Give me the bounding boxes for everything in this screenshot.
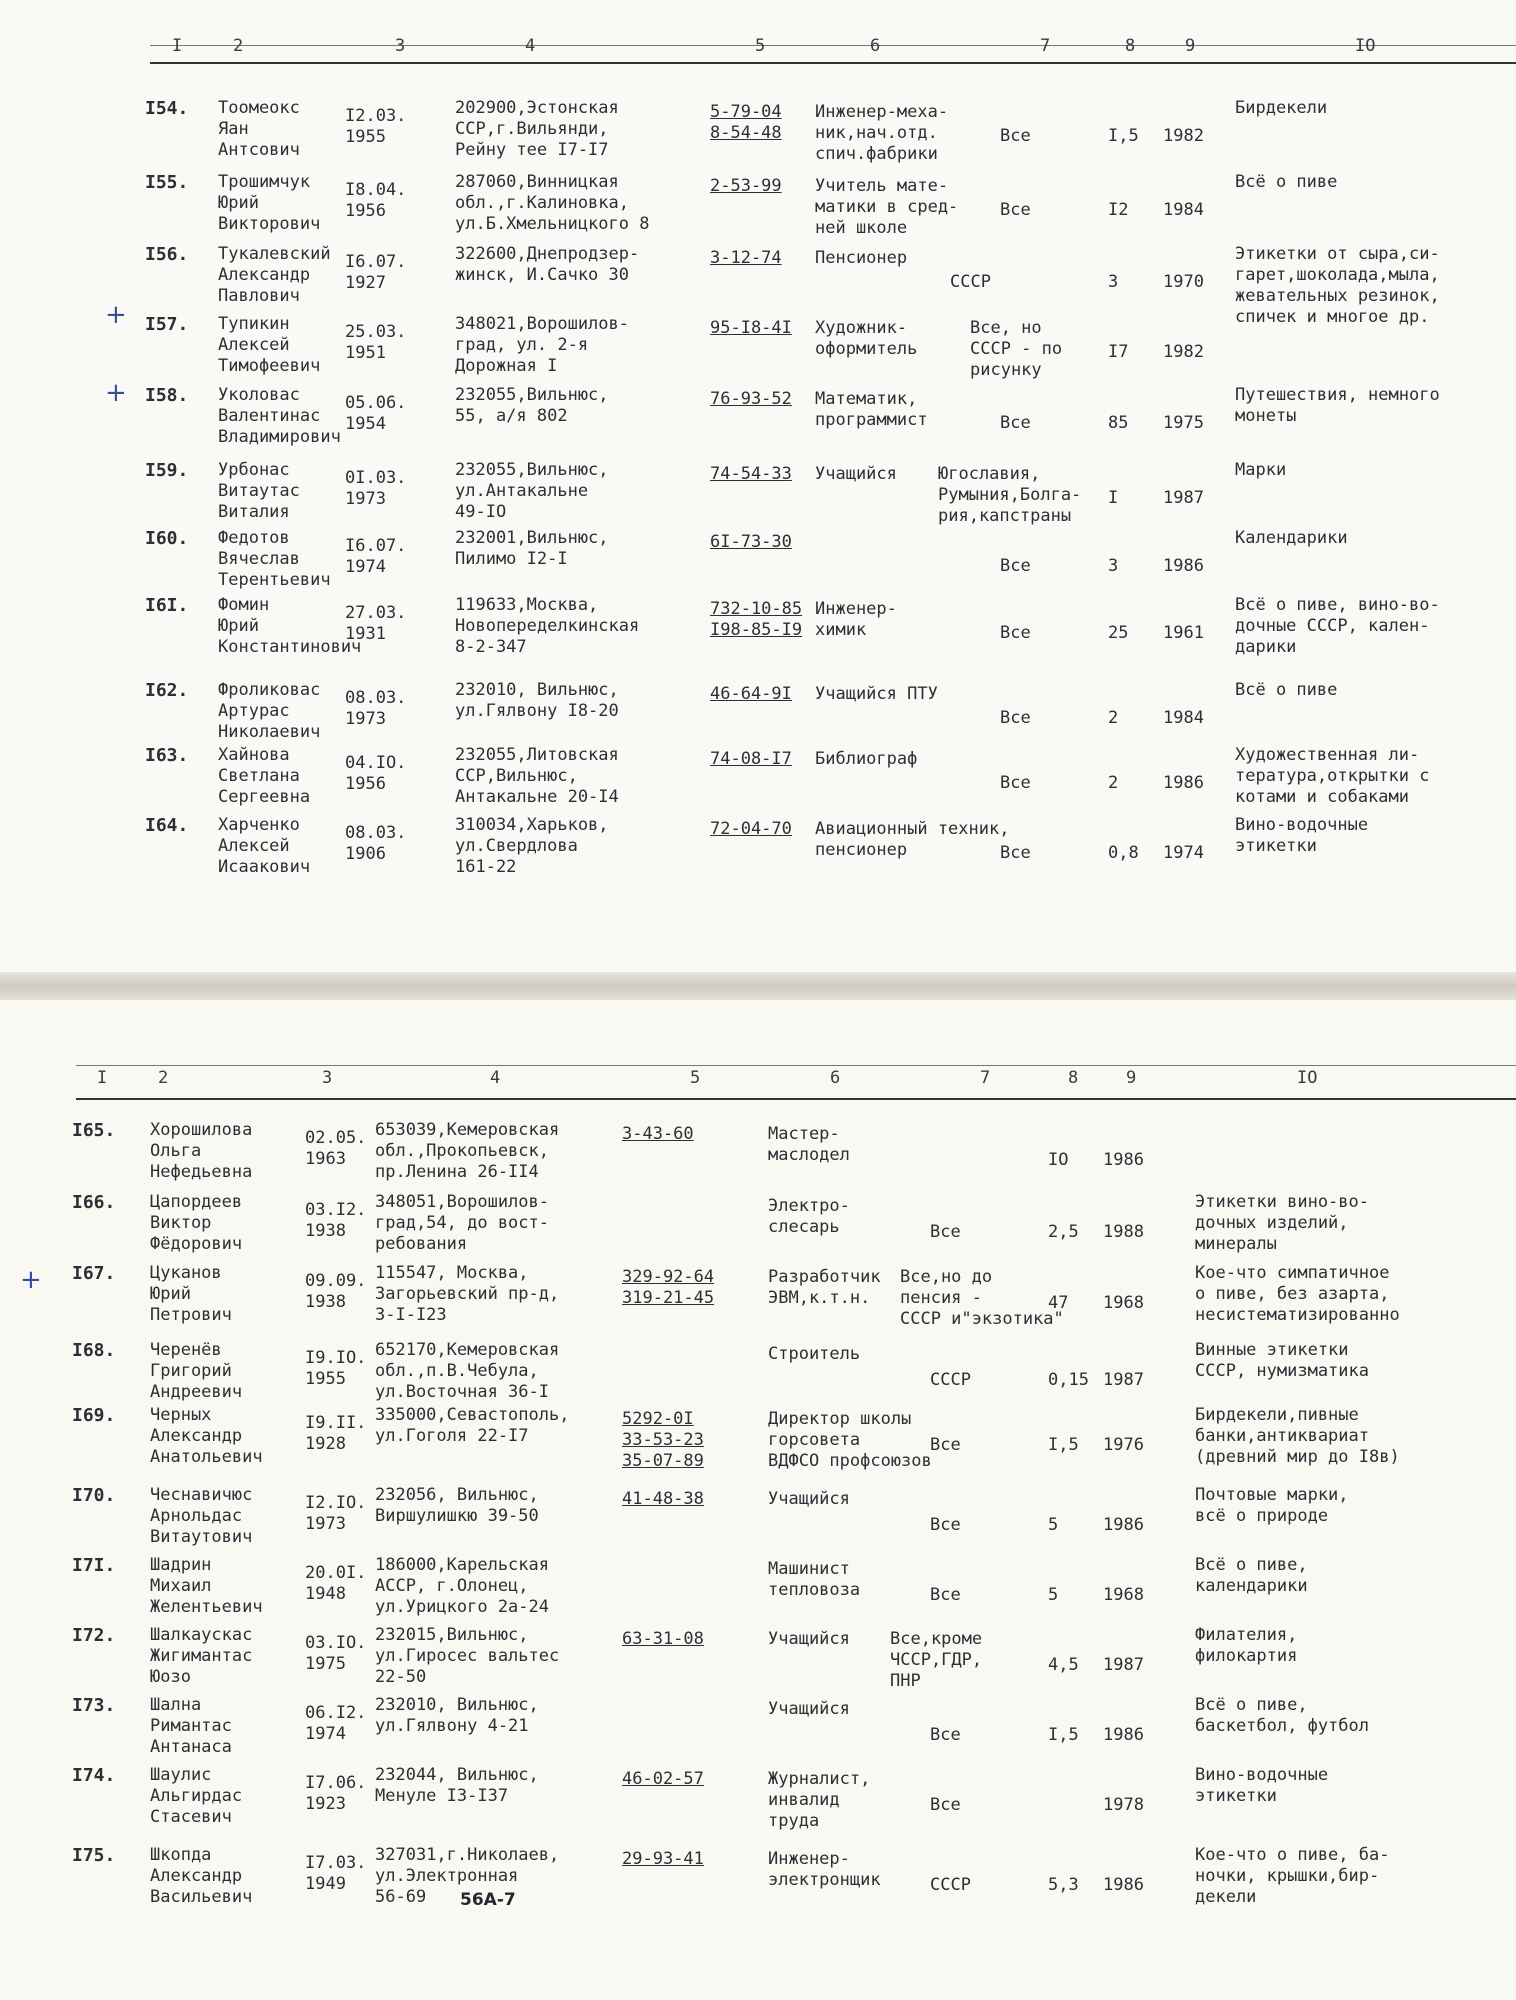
collecting-scope: Все, но СССР - по рисунку	[970, 318, 1063, 380]
collecting-interests: Всё о пиве, календарики	[1195, 1555, 1308, 1596]
top-sheet	[0, 0, 1516, 975]
row-number: I55.	[145, 172, 189, 193]
profession: Учащийся ПТУ	[815, 684, 938, 704]
row-number: I54.	[145, 98, 189, 119]
column-number: 6	[830, 1068, 841, 1088]
collecting-interests: Всё о пиве	[1235, 172, 1338, 192]
row-number: I58.	[145, 385, 189, 406]
profession: Машинист тепловоза	[768, 1559, 861, 1600]
collector-name: Хорошилова Ольга Нефедьевна	[150, 1120, 253, 1182]
top-header-line-upper	[150, 45, 1516, 46]
birth-date: 05.06. 1954	[345, 393, 407, 434]
column-number: IO	[1297, 1068, 1318, 1088]
profession: Учитель мате- матики в сред- ней школе	[815, 176, 959, 238]
collector-name: Шална Римантас Антанаса	[150, 1695, 232, 1757]
year-started: 1986	[1103, 1515, 1144, 1535]
profession: Учащийся	[815, 464, 897, 484]
year-started: 1986	[1103, 1875, 1144, 1895]
profession: Авиационный техник, пенсионер	[815, 819, 1010, 860]
collecting-scope: Все	[1000, 413, 1031, 433]
column-number: 7	[1040, 36, 1051, 56]
col8-value: 5,3	[1048, 1875, 1079, 1895]
collector-name: Федотов Вячеслав Терентьевич	[218, 528, 331, 590]
birth-date: 08.03. 1906	[345, 823, 407, 864]
row-number: I72.	[72, 1625, 116, 1646]
column-number: 2	[233, 36, 244, 56]
margin-plus-mark: +	[105, 378, 127, 408]
row-number: I64.	[145, 815, 189, 836]
collector-name: Хайнова Светлана Сергеевна	[218, 745, 311, 807]
year-started: 1982	[1163, 126, 1204, 146]
collector-name: Тоомеокс Яан Антсович	[218, 98, 300, 160]
page-fold	[0, 972, 1516, 1002]
phone: 29-93-41	[622, 1849, 704, 1869]
collector-name: Трошимчук Юрий Викторович	[218, 172, 321, 234]
collecting-scope: Все	[1000, 556, 1031, 576]
year-started: 1982	[1163, 342, 1204, 362]
col8-value: I,5	[1108, 126, 1139, 146]
phone: 74-08-I7	[710, 749, 792, 769]
collector-name: Шалкаускас Жигимантас Юозо	[150, 1625, 253, 1687]
handwritten-address-fix: 56А-7	[460, 1890, 516, 1910]
collector-name: Черенёв Григорий Андреевич	[150, 1340, 243, 1402]
phone: 2-53-99	[710, 176, 782, 196]
collecting-interests: Всё о пиве, вино-во- дочные СССР, кален- дарики	[1235, 595, 1440, 657]
address: 232010, Вильнюс, ул.Гялвону I8-20	[455, 680, 619, 721]
row-number: I57.	[145, 314, 189, 335]
collector-name: Шаулис Альгирдас Стасевич	[150, 1765, 243, 1827]
birth-date: I8.04. 1956	[345, 180, 407, 221]
profession: Пенсионер	[815, 248, 908, 268]
row-number: I56.	[145, 244, 189, 265]
year-started: 1987	[1103, 1370, 1144, 1390]
col8-value: 4,5	[1048, 1655, 1079, 1675]
profession: Библиограф	[815, 749, 918, 769]
col8-value: I,5	[1048, 1725, 1079, 1745]
collecting-interests: Марки	[1235, 460, 1287, 480]
row-number: I7I.	[72, 1555, 116, 1576]
profession: Инженер- химик	[815, 599, 897, 640]
collecting-scope: СССР	[930, 1875, 971, 1895]
year-started: 1987	[1103, 1655, 1144, 1675]
collecting-scope: Все	[1000, 708, 1031, 728]
collecting-scope: Все	[930, 1585, 961, 1605]
year-started: 1976	[1103, 1435, 1144, 1455]
birth-date: 09.09. 1938	[305, 1271, 367, 1312]
col8-value: 5	[1048, 1585, 1059, 1605]
collector-name: Тупикин Алексей Тимофеевич	[218, 314, 321, 376]
year-started: 1988	[1103, 1222, 1144, 1242]
address: 186000,Карельская АССР, г.Олонец, ул.Урицкого 2а-24	[375, 1555, 549, 1617]
column-number: I	[97, 1068, 108, 1088]
col8-value: 2	[1108, 708, 1119, 728]
address: 232001,Вильнюс, Пилимо I2-I	[455, 528, 609, 569]
collecting-scope: Все	[1000, 200, 1031, 220]
address: 348051,Ворошилов- град,54, до вост- ребования	[375, 1192, 549, 1254]
row-number: I67.	[72, 1263, 116, 1284]
collecting-interests: Филателия, филокартия	[1195, 1625, 1298, 1666]
row-number: I75.	[72, 1845, 116, 1866]
col8-value: 25	[1108, 623, 1129, 643]
collecting-scope: Все,кроме ЧССР,ГДР, ПНР	[890, 1629, 983, 1691]
row-number: I62.	[145, 680, 189, 701]
collecting-scope: Все	[1000, 623, 1031, 643]
col8-value: 3	[1108, 556, 1119, 576]
phone: 329-92-64 319-21-45	[622, 1267, 715, 1308]
collecting-interests: Этикетки вино-во- дочных изделий, минералы	[1195, 1192, 1369, 1254]
profession: Математик, программист	[815, 389, 928, 430]
bottom-sheet	[0, 1000, 1516, 2000]
birth-date: I7.03. 1949	[305, 1853, 367, 1894]
address: 232055,Вильнюс, 55, а/я 802	[455, 385, 609, 426]
row-number: I66.	[72, 1192, 116, 1213]
column-number: 7	[980, 1068, 991, 1088]
address: 232056, Вильнюс, Виршулишкю 39-50	[375, 1485, 539, 1526]
row-number: I70.	[72, 1485, 116, 1506]
col8-value: 0,15	[1048, 1370, 1089, 1390]
birth-date: I6.07. 1974	[345, 536, 407, 577]
birth-date: 20.0I. 1948	[305, 1563, 367, 1604]
col8-value: 85	[1108, 413, 1129, 433]
collector-name: Тукалевский Александр Павлович	[218, 244, 331, 306]
collecting-interests: Художественная ли- тература,открытки с котами и собаками	[1235, 745, 1430, 807]
phone: 5-79-04 8-54-48	[710, 102, 782, 143]
address: 202900,Эстонская ССР,г.Вильянди, Рейну тее I7-I7	[455, 98, 619, 160]
collector-name: Харченко Алексей Исаакович	[218, 815, 311, 877]
address: 348021,Ворошилов- град, ул. 2-я Дорожная I	[455, 314, 629, 376]
collecting-interests: Винные этикетки СССР, нумизматика	[1195, 1340, 1369, 1381]
bottom-header-line-upper	[76, 1065, 1516, 1066]
collecting-interests: Почтовые марки, всё о природе	[1195, 1485, 1349, 1526]
collector-name: Урбонас Витаутас Виталия	[218, 460, 300, 522]
col8-value: 0,8	[1108, 843, 1139, 863]
phone: 5292-0I 33-53-23 35-07-89	[622, 1409, 704, 1471]
column-number: 3	[395, 36, 406, 56]
column-number: 4	[525, 36, 536, 56]
year-started: 1978	[1103, 1795, 1144, 1815]
address: 287060,Винницкая обл.,г.Калиновка, ул.Б.Хмельницкого 8	[455, 172, 650, 234]
year-started: 1968	[1103, 1293, 1144, 1313]
col8-value: 3	[1108, 272, 1119, 292]
collector-name: Черных Александр Анатольевич	[150, 1405, 263, 1467]
birth-date: 03.IO. 1975	[305, 1633, 367, 1674]
collector-name: Шадрин Михаил Желентьевич	[150, 1555, 263, 1617]
phone: 46-02-57	[622, 1769, 704, 1789]
profession: Журналист, инвалид труда	[768, 1769, 871, 1831]
collecting-interests: Кое-что симпатичное о пиве, без азарта, несистематизированно	[1195, 1263, 1400, 1325]
address: 322600,Днепродзер- жинск, И.Сачко 30	[455, 244, 640, 285]
collecting-interests: Календарики	[1235, 528, 1348, 548]
address: 232010, Вильнюс, ул.Гялвону 4-21	[375, 1695, 539, 1736]
birth-date: I9.IO. 1955	[305, 1348, 367, 1389]
birth-date: I6.07. 1927	[345, 252, 407, 293]
column-number: 6	[870, 36, 881, 56]
collecting-interests: Путешествия, немного монеты	[1235, 385, 1440, 426]
collector-name: Цуканов Юрий Петрович	[150, 1263, 232, 1325]
col8-value: I7	[1108, 342, 1129, 362]
collecting-scope: СССР	[930, 1370, 971, 1390]
column-number: 2	[158, 1068, 169, 1088]
collecting-interests: Всё о пиве	[1235, 680, 1338, 700]
collecting-interests: Бирдекели,пивные банки,антиквариат (древний мир до I8в)	[1195, 1405, 1400, 1467]
row-number: I68.	[72, 1340, 116, 1361]
profession: Учащийся	[768, 1699, 850, 1719]
collector-name: Фроликовас Артурас Николаевич	[218, 680, 321, 742]
address: 310034,Харьков, ул.Свердлова 161-22	[455, 815, 609, 877]
col8-value: I	[1108, 488, 1119, 508]
col8-value: I2	[1108, 200, 1129, 220]
profession: Учащийся	[768, 1629, 850, 1649]
collecting-scope: Все	[1000, 843, 1031, 863]
collecting-interests: Кое-что о пиве, ба- ночки, крышки,бир- декели	[1195, 1845, 1390, 1907]
birth-date: I2.03. 1955	[345, 106, 407, 147]
collecting-scope: Все	[930, 1435, 961, 1455]
column-number: IO	[1355, 36, 1376, 56]
row-number: I73.	[72, 1695, 116, 1716]
address: 327031,г.Николаев, ул.Электронная 56-69	[375, 1845, 560, 1907]
phone: 76-93-52	[710, 389, 792, 409]
year-started: 1974	[1163, 843, 1204, 863]
phone: 95-I8-4I	[710, 318, 792, 338]
collecting-scope: Все	[930, 1515, 961, 1535]
address: 115547, Москва, Загорьевский пр-д, 3-I-I23	[375, 1263, 560, 1325]
profession: Художник- оформитель	[815, 318, 918, 359]
birth-date: I9.II. 1928	[305, 1413, 367, 1454]
column-number: 4	[490, 1068, 501, 1088]
col8-value: IO	[1048, 1150, 1069, 1170]
address: 232055,Вильнюс, ул.Антакальне 49-IO	[455, 460, 609, 522]
row-number: I69.	[72, 1405, 116, 1426]
phone: 72-04-70	[710, 819, 792, 839]
collecting-scope: Все	[930, 1795, 961, 1815]
row-number: I6I.	[145, 595, 189, 616]
collecting-scope: Все	[930, 1222, 961, 1242]
profession: Строитель	[768, 1344, 861, 1364]
col8-value: 2,5	[1048, 1222, 1079, 1242]
address: 232044, Вильнюс, Менуле I3-I37	[375, 1765, 539, 1806]
collector-name: Фомин Юрий Константинович	[218, 595, 362, 657]
phone: 3-12-74	[710, 248, 782, 268]
birth-date: 25.03. 1951	[345, 322, 407, 363]
row-number: I59.	[145, 460, 189, 481]
collecting-interests: Этикетки от сыра,си- гарет,шоколада,мыла, жевательных резинок, спичек и многое др.	[1235, 244, 1440, 327]
profession: Директор школы горсовета ВДФСО профсоюзов	[768, 1409, 932, 1471]
phone: 6I-73-30	[710, 532, 792, 552]
birth-date: 08.03. 1973	[345, 688, 407, 729]
col8-value: 5	[1048, 1515, 1059, 1535]
phone: 63-31-08	[622, 1629, 704, 1649]
collecting-scope: Все,но до пенсия - СССР и"экзотика"	[900, 1267, 1064, 1329]
top-header-line	[150, 62, 1516, 64]
column-number: 3	[322, 1068, 333, 1088]
collecting-scope: СССР	[950, 272, 991, 292]
row-number: I60.	[145, 528, 189, 549]
year-started: 1986	[1163, 556, 1204, 576]
address: 652170,Кемеровская обл.,п.В.Чебула, ул.Восточная 36-I	[375, 1340, 560, 1402]
birth-date: 02.05. 1963	[305, 1128, 367, 1169]
profession: Учащийся	[768, 1489, 850, 1509]
column-number: 8	[1125, 36, 1136, 56]
birth-date: 03.I2. 1938	[305, 1200, 367, 1241]
year-started: 1984	[1163, 708, 1204, 728]
margin-plus-mark: +	[20, 1265, 42, 1295]
year-started: 1986	[1103, 1725, 1144, 1745]
bottom-header-line	[76, 1098, 1516, 1100]
column-number: 8	[1068, 1068, 1079, 1088]
collector-name: Чеснавичюс Арнольдас Витаутович	[150, 1485, 253, 1547]
birth-date: I2.IO. 1973	[305, 1493, 367, 1534]
year-started: 1986	[1163, 773, 1204, 793]
year-started: 1975	[1163, 413, 1204, 433]
row-number: I63.	[145, 745, 189, 766]
profession: Инженер-меха- ник,нач.отд. спич.фабрики	[815, 102, 949, 164]
phone: 732-10-85 I98-85-I9	[710, 599, 803, 640]
year-started: 1987	[1163, 488, 1204, 508]
birth-date: 27.03. 1931	[345, 603, 407, 644]
profession: Инженер- электронщик	[768, 1849, 881, 1890]
year-started: 1984	[1163, 200, 1204, 220]
collecting-scope: Все	[1000, 126, 1031, 146]
collecting-scope: Югославия, Румыния,Болга- рия,капстраны	[938, 464, 1082, 526]
column-number: I	[172, 36, 183, 56]
margin-plus-mark: +	[105, 300, 127, 330]
address: 653039,Кемеровская обл.,Прокопьевск, пр.Ленина 26-II4	[375, 1120, 560, 1182]
column-number: 5	[690, 1068, 701, 1088]
col8-value: 2	[1108, 773, 1119, 793]
phone: 74-54-33	[710, 464, 792, 484]
column-number: 9	[1126, 1068, 1137, 1088]
collector-name: Цапордеев Виктор Фёдорович	[150, 1192, 243, 1254]
address: 232015,Вильнюс, ул.Гиросес вальтес 22-50	[375, 1625, 560, 1687]
year-started: 1970	[1163, 272, 1204, 292]
row-number: I74.	[72, 1765, 116, 1786]
collecting-interests: Вино-водочные этикетки	[1195, 1765, 1329, 1806]
birth-date: I7.06. 1923	[305, 1773, 367, 1814]
phone: 41-48-38	[622, 1489, 704, 1509]
collecting-scope: Все	[1000, 773, 1031, 793]
col8-value: I,5	[1048, 1435, 1079, 1455]
phone: 3-43-60	[622, 1124, 694, 1144]
collecting-interests: Вино-водочные этикетки	[1235, 815, 1369, 856]
year-started: 1961	[1163, 623, 1204, 643]
collecting-scope: Все	[930, 1725, 961, 1745]
birth-date: 06.I2. 1974	[305, 1703, 367, 1744]
year-started: 1986	[1103, 1150, 1144, 1170]
birth-date: 0I.03. 1973	[345, 468, 407, 509]
address: 232055,Литовская ССР,Вильнюс, Антакальне 20-I4	[455, 745, 619, 807]
profession: Электро- слесарь	[768, 1196, 850, 1237]
phone: 46-64-9I	[710, 684, 792, 704]
row-number: I65.	[72, 1120, 116, 1141]
col8-value: 47	[1048, 1293, 1069, 1313]
profession: Разработчик ЭВМ,к.т.н.	[768, 1267, 881, 1308]
profession: Мастер- маслодел	[768, 1124, 850, 1165]
birth-date: 04.IO. 1956	[345, 753, 407, 794]
collecting-interests: Всё о пиве, баскетбол, футбол	[1195, 1695, 1369, 1736]
address: 335000,Севастополь, ул.Гоголя 22-I7	[375, 1405, 570, 1446]
year-started: 1968	[1103, 1585, 1144, 1605]
column-number: 9	[1185, 36, 1196, 56]
collector-name: Уколовас Валентинас Владимирович	[218, 385, 341, 447]
collector-name: Шкопда Александр Васильевич	[150, 1845, 253, 1907]
address: 119633,Москва, Новопеределкинская 8-2-347	[455, 595, 640, 657]
collecting-interests: Бирдекели	[1235, 98, 1328, 118]
column-number: 5	[755, 36, 766, 56]
